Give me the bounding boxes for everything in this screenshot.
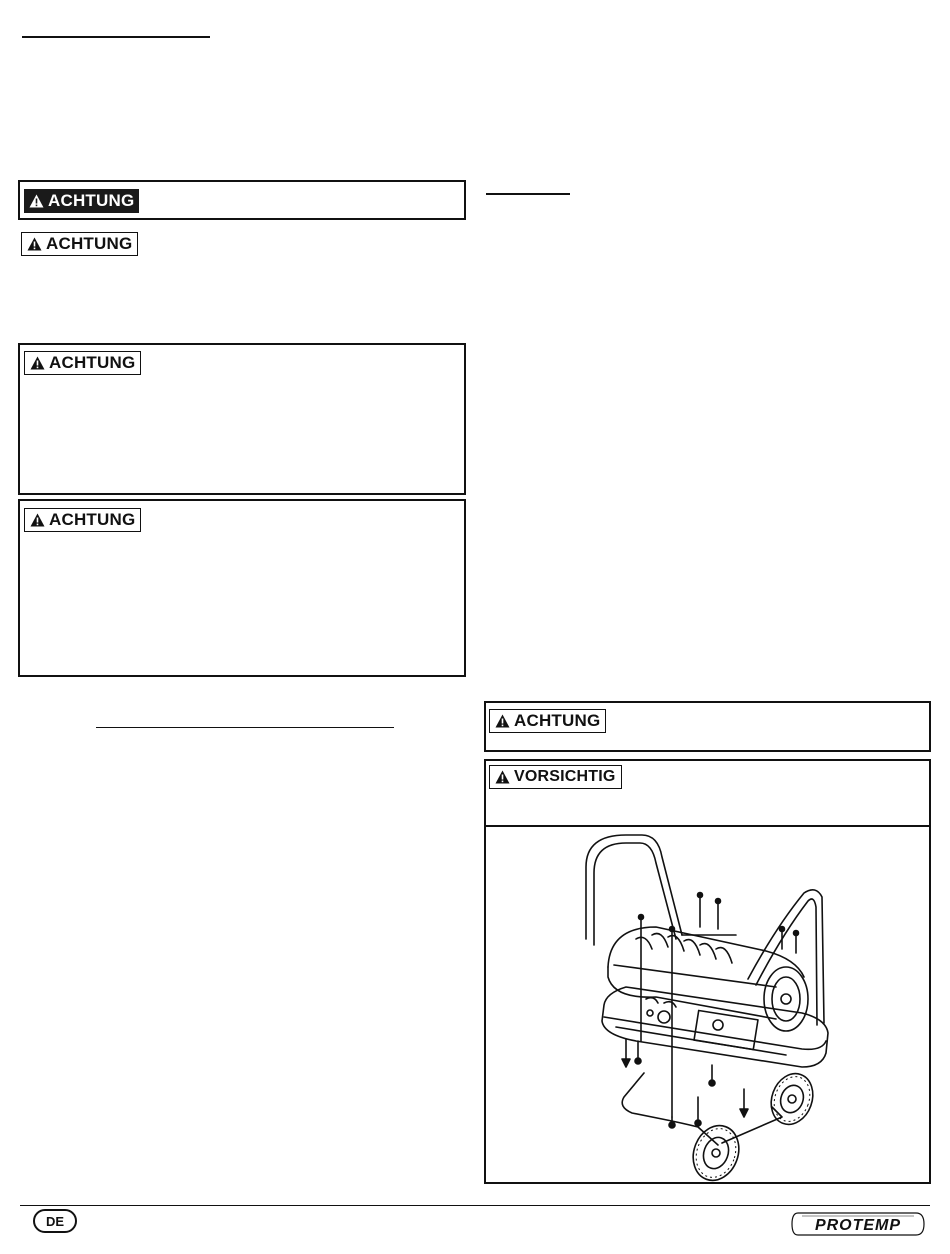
language-code-text: DE	[45, 1213, 65, 1229]
warning-badge	[24, 508, 141, 532]
subsection-heading-underline	[96, 727, 394, 728]
warning-label: ACHTUNG	[46, 234, 133, 253]
brand-logo-mark	[788, 1209, 928, 1239]
warning-label: ACHTUNG	[49, 353, 136, 372]
caution-triangle-icon	[495, 770, 510, 784]
assembly-figure	[484, 825, 931, 1184]
warning-triangle-icon	[495, 714, 510, 728]
caution-badge	[489, 765, 622, 789]
brand-logo-text: PROTEMP	[814, 1217, 902, 1234]
caution-box-right	[484, 759, 931, 827]
warning-triangle-icon	[30, 513, 45, 527]
warning-label: ACHTUNG	[49, 510, 136, 529]
caution-label: VORSICHTIG	[514, 768, 616, 785]
warning-badge-standalone	[21, 232, 138, 256]
warning-label: ACHTUNG	[48, 191, 135, 210]
language-code-badge	[33, 1209, 77, 1233]
warning-box-right	[484, 701, 931, 752]
warning-label: ACHTUNG	[514, 711, 601, 730]
brand-logo	[788, 1209, 928, 1239]
warning-triangle-icon	[30, 356, 45, 370]
heater-assembly-illustration	[486, 827, 929, 1182]
warning-badge	[489, 709, 606, 733]
warning-box-2	[18, 343, 466, 495]
warning-triangle-icon	[29, 194, 44, 208]
right-heading-underline	[486, 193, 570, 195]
warning-badge	[24, 189, 139, 213]
warning-box-1	[18, 180, 466, 220]
warning-triangle-icon	[27, 237, 42, 251]
footer-divider	[20, 1205, 930, 1206]
warning-box-3	[18, 499, 466, 677]
section-heading-underline	[22, 36, 210, 38]
warning-badge	[24, 351, 141, 375]
